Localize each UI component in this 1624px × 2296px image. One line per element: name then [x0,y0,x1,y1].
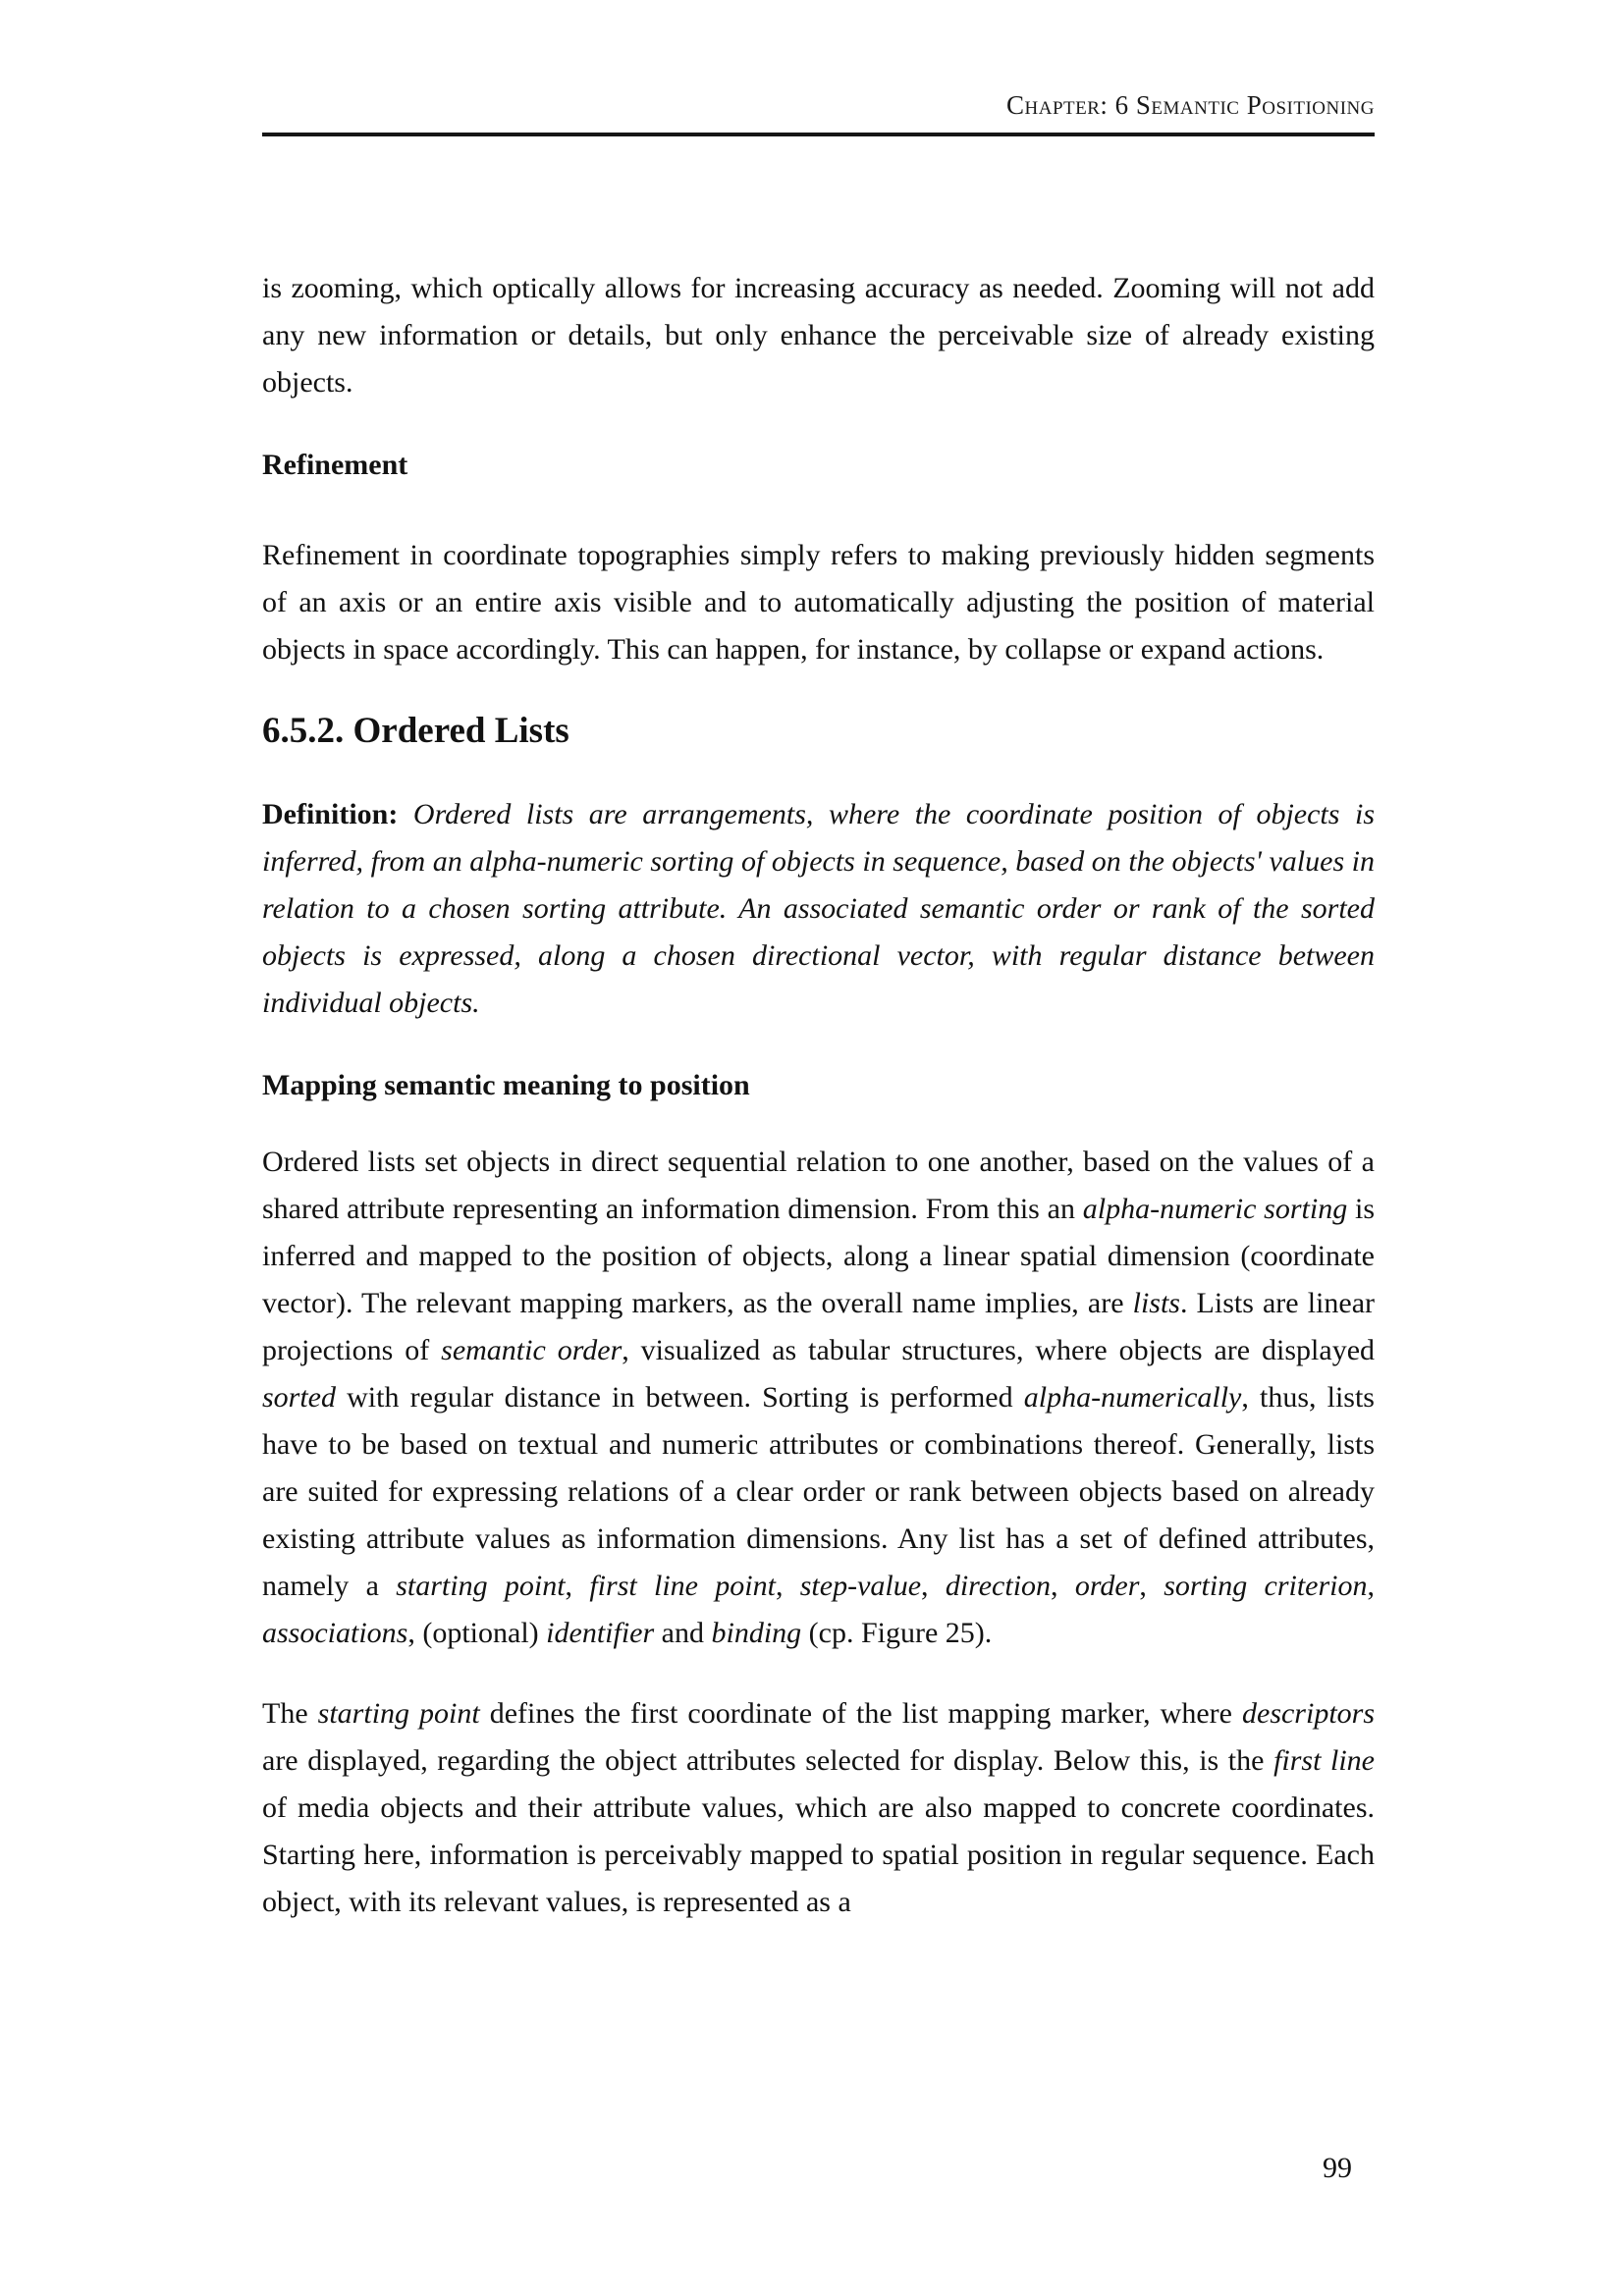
page-body [262,265,1375,1959]
header-rule [262,133,1375,136]
heading-refinement: Refinement [262,449,408,481]
running-header: Chapter: 6 Semantic Positioning [1006,90,1375,120]
paragraph-refinement: Refinement in coordinate topographies simply refers to making previously hidden segments of an axis or an entire axis visible and to automatically adjusting the position of material objects in space accordingly. This can happen, for instance, by collapse or expand actions. [262,539,1375,666]
subheading-mapping-semantic-meaning: Mapping semantic meaning to position [262,1069,750,1101]
paragraph-ordered-lists-body: Ordered lists set objects in direct sequential relation to one another, based on the values of a shared attribute representing an information dimension. From this an alpha-numeric sorting is inferred and mapped to the position of objects, along a linear spatial dimension (coordinate vector). The relevant mapping markers, as the overall name implies, are lists. Lists are linear projections of semantic order, visualized as tabular structures, where objects are displayed sorted with regular distance in between. Sorting is performed alpha-numerically, thus, lists have to be based on textual and numeric attributes or combinations thereof. Generally, lists are suited for expressing relations of a clear order or rank between objects based on already existing attribute values as information dimensions. Any list has a set of defined attributes, namely a starting point, first line point, step-value, direction, order, sorting criterion, associations, (optional) identifier and binding (cp. Figure 25). [262,1146,1376,1649]
page-number: 99 [1323,2152,1352,2184]
paragraph-zooming: is zooming, which optically allows for increasing accuracy as needed. Zooming will not add any new information or details, but only enhance the perceivable size of already existing objects. [262,272,1375,399]
section-heading-ordered-lists: 6.5.2. Ordered Lists [262,711,569,751]
paragraph-definition: Definition: Ordered lists are arrangements, where the coordinate position of objects is inferred, from an alpha-numeric sorting of objects in sequence, based on the objects' values in relation to a chosen sorting attribute. An associated semantic order or rank of the sorted objects is expressed, along a chosen directional vector, with regular distance between individual objects. [262,798,1375,1019]
paragraph-starting-point: The starting point defines the first coordinate of the list mapping marker, where descriptors are displayed, regarding the object attributes selected for display. Below this, is the first line of media objects and their attribute values, which are also mapped to concrete coordinates. Starting here, information is perceivably mapped to spatial position in regular sequence. Each object, with its relevant values, is represented as a [262,1697,1376,1918]
